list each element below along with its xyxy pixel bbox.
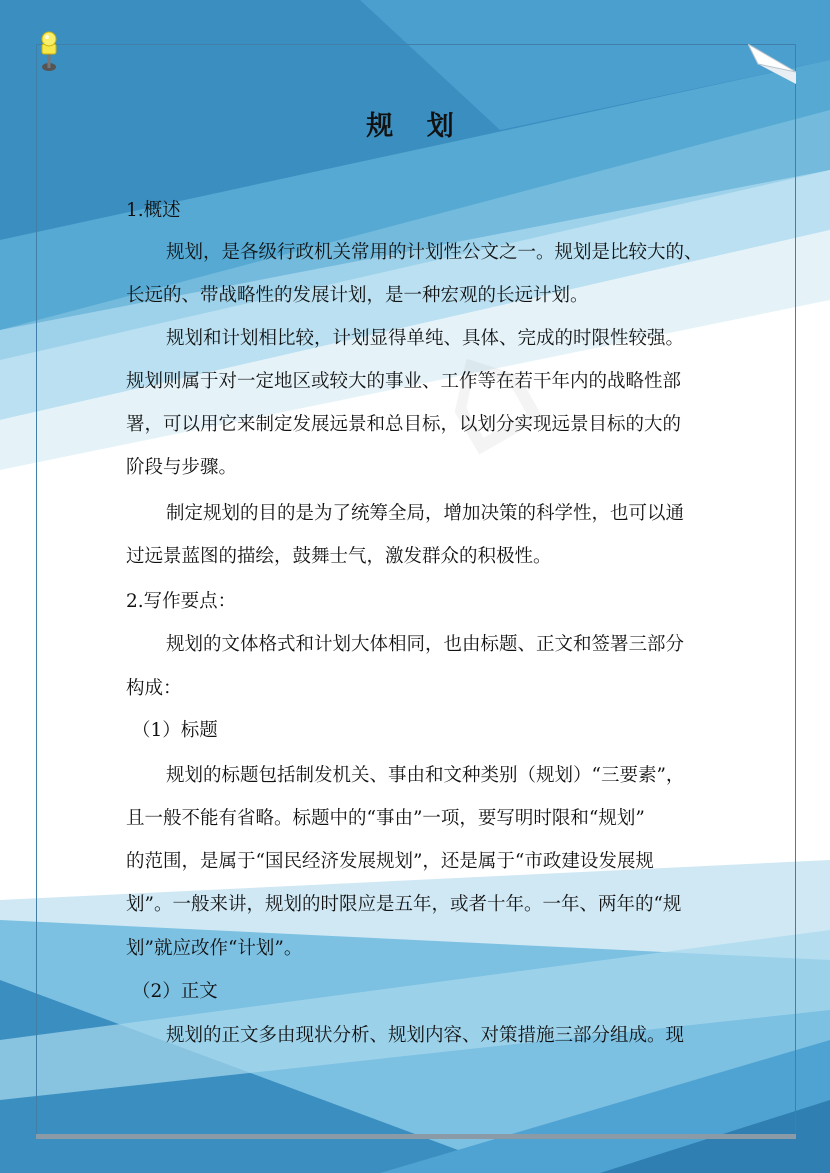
- paragraph-line: 规划则属于对一定地区或较大的事业、工作等在若干年内的战略性部: [126, 371, 682, 392]
- paragraph-line: 划”就应改作“计划”。: [126, 938, 303, 959]
- paragraph-line: 署，可以用它来制定发展远景和总目标，以划分实现远景目标的大的: [126, 414, 682, 435]
- document-title: 规 划: [366, 111, 466, 142]
- pushpin-icon: [32, 30, 66, 78]
- paragraph-line: 规划，是各级行政机关常用的计划性公文之一。规划是比较大的、: [166, 242, 703, 263]
- paragraph-line: 过远景蓝图的描绘，鼓舞士气，激发群众的积极性。: [126, 546, 552, 567]
- paragraph-line: 规划的正文多由现状分析、规划内容、对策措施三部分组成。现: [166, 1025, 685, 1046]
- paragraph-line: 的范围，是属于“国民经济发展规划”，还是属于“市政建设发展规: [126, 851, 654, 872]
- paragraph-line: 构成：: [126, 678, 182, 699]
- paragraph-line: 阶段与步骤。: [126, 457, 238, 478]
- paragraph-line: 制定规划的目的是为了统筹全局，增加决策的科学性，也可以通: [166, 503, 685, 524]
- paragraph-line: 长远的、带战略性的发展计划，是一种宏观的长远计划。: [126, 285, 589, 306]
- paragraph-line: 规划的文体格式和计划大体相同，也由标题、正文和签署三部分: [166, 634, 685, 655]
- paragraph-line: 规划和计划相比较，计划显得单纯、具体、完成的时限性较强。: [166, 328, 685, 349]
- paragraph-line: 且一般不能有省略。标题中的“事由”一项，要写明时限和“规划”: [126, 808, 645, 829]
- subsection-heading-title: （1）标题: [132, 720, 218, 741]
- section-heading-writing-points: 2.写作要点：: [126, 591, 237, 612]
- section-heading-overview: 1.概述: [126, 200, 181, 221]
- page-curl-icon: [748, 44, 796, 84]
- paragraph-line: 划”。一般来讲，规划的时限应是五年，或者十年。一年、两年的“规: [126, 894, 682, 915]
- frame-bottom-bar: [36, 1134, 796, 1139]
- paragraph-line: 规划的标题包括制发机关、事由和文种类别（规划）“三要素”，: [166, 765, 685, 786]
- subsection-heading-body: （2）正文: [132, 981, 218, 1002]
